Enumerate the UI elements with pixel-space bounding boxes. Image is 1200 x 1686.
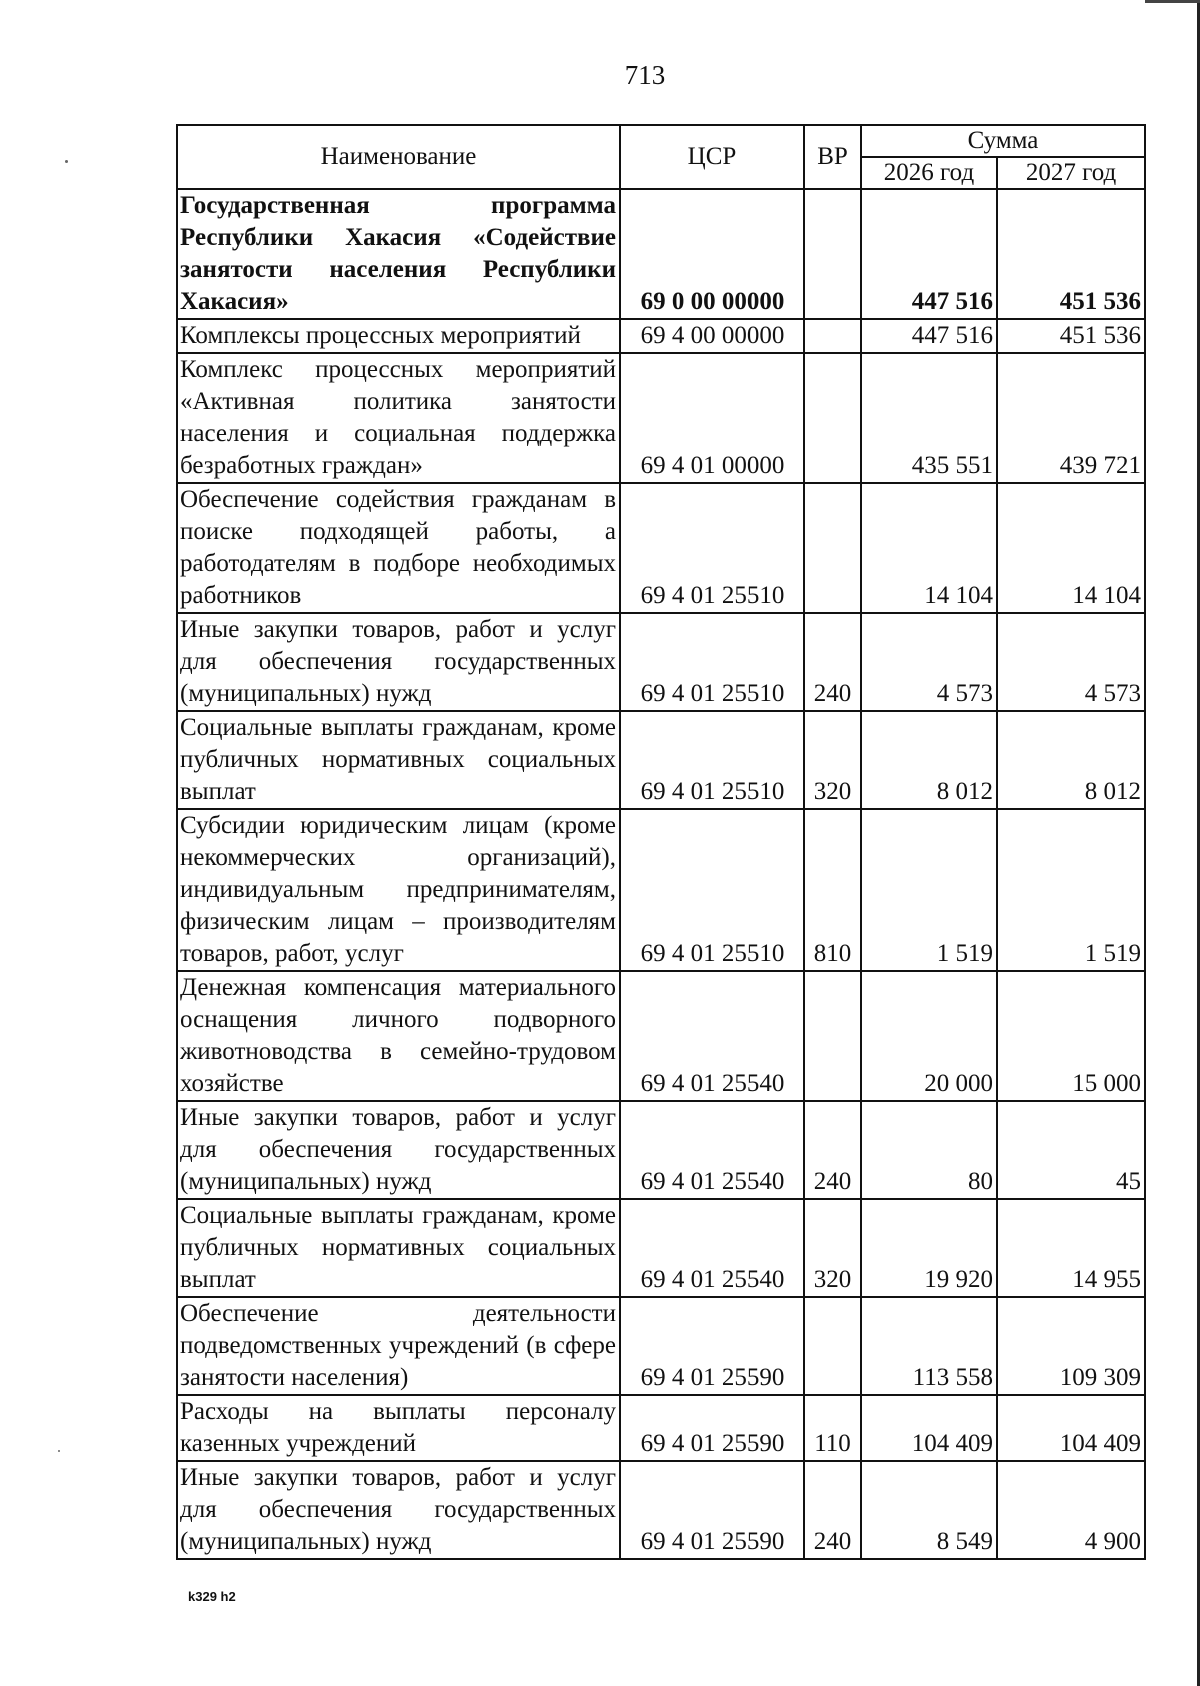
row-vr xyxy=(804,1297,861,1395)
row-csr: 69 4 01 25590 xyxy=(620,1297,804,1395)
row-csr: 69 4 00 00000 xyxy=(620,319,804,353)
row-sum-2026: 80 xyxy=(861,1101,997,1199)
row-sum-2027: 4 573 xyxy=(997,613,1145,711)
row-csr: 69 4 01 25510 xyxy=(620,483,804,613)
row-csr: 69 0 00 00000 xyxy=(620,189,804,319)
row-sum-2026: 20 000 xyxy=(861,971,997,1101)
row-sum-2026: 1 519 xyxy=(861,809,997,971)
table-row xyxy=(177,1395,1145,1461)
row-sum-2027: 14 104 xyxy=(997,483,1145,613)
row-sum-2027: 439 721 xyxy=(997,353,1145,483)
row-vr: 110 xyxy=(804,1395,861,1461)
row-name: Обеспечение деятельности подведомственных учреждений (в сфере занятости населения) xyxy=(177,1297,620,1395)
row-csr: 69 4 01 25510 xyxy=(620,613,804,711)
row-name: Государственная программа Республики Хакасия «Содействие занятости населения Республики Хакасия» xyxy=(177,189,620,319)
footer-code: k329 h2 xyxy=(188,1589,236,1604)
row-sum-2027: 14 955 xyxy=(997,1199,1145,1297)
row-sum-2026: 14 104 xyxy=(861,483,997,613)
row-name: Социальные выплаты гражданам, кроме публичных нормативных социальных выплат xyxy=(177,1199,620,1297)
row-csr: 69 4 01 25510 xyxy=(620,711,804,809)
table-row xyxy=(177,1101,1145,1199)
row-csr: 69 4 01 25510 xyxy=(620,809,804,971)
row-name: Иные закупки товаров, работ и услуг для обеспечения государственных (муниципальных) нужд xyxy=(177,1461,620,1559)
row-sum-2026: 447 516 xyxy=(861,319,997,353)
row-name: Расходы на выплаты персоналу казенных учреждений xyxy=(177,1395,620,1461)
row-sum-2027: 4 900 xyxy=(997,1461,1145,1559)
table-row xyxy=(177,1297,1145,1395)
scan-border-top xyxy=(1145,0,1200,3)
header-sum: Сумма xyxy=(861,125,1145,157)
row-sum-2026: 104 409 xyxy=(861,1395,997,1461)
table-row xyxy=(177,711,1145,809)
table-row xyxy=(177,353,1145,483)
row-sum-2027: 451 536 xyxy=(997,319,1145,353)
row-vr xyxy=(804,189,861,319)
row-sum-2027: 109 309 xyxy=(997,1297,1145,1395)
row-vr: 320 xyxy=(804,1199,861,1297)
table-header xyxy=(177,125,1145,189)
row-sum-2026: 8 549 xyxy=(861,1461,997,1559)
row-sum-2027: 104 409 xyxy=(997,1395,1145,1461)
row-sum-2027: 15 000 xyxy=(997,971,1145,1101)
table-row xyxy=(177,613,1145,711)
table-row xyxy=(177,1199,1145,1297)
row-name: Комплекс процессных мероприятий «Активная политика занятости населения и социальная поддержка безработных граждан» xyxy=(177,353,620,483)
table-row xyxy=(177,319,1145,353)
row-sum-2027: 8 012 xyxy=(997,711,1145,809)
row-sum-2026: 19 920 xyxy=(861,1199,997,1297)
row-name: Иные закупки товаров, работ и услуг для обеспечения государственных (муниципальных) нужд xyxy=(177,1101,620,1199)
row-name: Комплексы процессных мероприятий xyxy=(177,319,620,353)
row-csr: 69 4 01 00000 xyxy=(620,353,804,483)
scan-speck xyxy=(65,160,68,163)
row-vr: 240 xyxy=(804,1461,861,1559)
table-row xyxy=(177,483,1145,613)
header-name: Наименование xyxy=(177,125,620,189)
header-vr: ВР xyxy=(804,125,861,189)
row-name: Денежная компенсация материального оснащения личного подворного животноводства в семейно-трудовом хозяйстве xyxy=(177,971,620,1101)
row-vr xyxy=(804,971,861,1101)
row-sum-2026: 4 573 xyxy=(861,613,997,711)
header-year-2027: 2027 год xyxy=(997,157,1145,189)
page-number: 713 xyxy=(624,60,666,90)
row-csr: 69 4 01 25540 xyxy=(620,1101,804,1199)
row-sum-2027: 1 519 xyxy=(997,809,1145,971)
row-sum-2027: 45 xyxy=(997,1101,1145,1199)
row-csr: 69 4 01 25540 xyxy=(620,971,804,1101)
row-name: Социальные выплаты гражданам, кроме публичных нормативных социальных выплат xyxy=(177,711,620,809)
row-vr: 240 xyxy=(804,1101,861,1199)
row-csr: 69 4 01 25590 xyxy=(620,1395,804,1461)
row-vr xyxy=(804,319,861,353)
header-year-2026: 2026 год xyxy=(861,157,997,189)
row-sum-2027: 451 536 xyxy=(997,189,1145,319)
row-csr: 69 4 01 25590 xyxy=(620,1461,804,1559)
row-name: Иные закупки товаров, работ и услуг для обеспечения государственных (муниципальных) нужд xyxy=(177,613,620,711)
header-csr: ЦСР xyxy=(620,125,804,189)
table-row xyxy=(177,971,1145,1101)
row-name: Обеспечение содействия гражданам в поиске подходящей работы, а работодателям в подборе необходимых работников xyxy=(177,483,620,613)
row-name: Субсидии юридическим лицам (кроме некоммерческих организаций), индивидуальным предпринимателям, физическим лицам – производителям товаров, работ, услуг xyxy=(177,809,620,971)
row-sum-2026: 447 516 xyxy=(861,189,997,319)
table-row xyxy=(177,189,1145,319)
row-sum-2026: 8 012 xyxy=(861,711,997,809)
table-body xyxy=(177,189,1145,1559)
table-row xyxy=(177,1461,1145,1559)
row-sum-2026: 435 551 xyxy=(861,353,997,483)
scan-speck xyxy=(58,1450,60,1452)
table-row xyxy=(177,809,1145,971)
row-csr: 69 4 01 25540 xyxy=(620,1199,804,1297)
row-vr xyxy=(804,353,861,483)
row-vr: 810 xyxy=(804,809,861,971)
budget-table xyxy=(176,124,1146,1560)
row-vr xyxy=(804,483,861,613)
row-vr: 240 xyxy=(804,613,861,711)
row-sum-2026: 113 558 xyxy=(861,1297,997,1395)
row-vr: 320 xyxy=(804,711,861,809)
